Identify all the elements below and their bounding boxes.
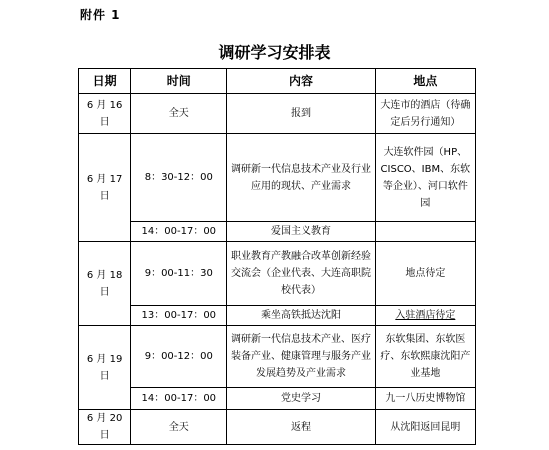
cell-place: 地点待定 xyxy=(375,242,475,306)
header-date: 日期 xyxy=(79,69,131,94)
attachment-label: 附件 1 xyxy=(80,8,121,22)
table-row xyxy=(79,306,476,326)
cell-date: 6 月 16 日 xyxy=(79,94,131,134)
table-row xyxy=(79,242,476,306)
cell-place: 东软集团、东软医疗、东软熙康沈阳产业基地 xyxy=(375,326,475,388)
cell-time: 9：00-11：30 xyxy=(131,242,227,306)
cell-date: 6 月 19 日 xyxy=(79,326,131,410)
cell-place: 大连软件园（HP、CISCO、IBM、东软等企业）、河口软件园 xyxy=(375,134,475,222)
table-row xyxy=(79,326,476,388)
header-time: 时间 xyxy=(131,69,227,94)
cell-date: 6 月 17 日 xyxy=(79,134,131,242)
header-place: 地点 xyxy=(375,69,475,94)
page-title: 调研学习安排表 xyxy=(218,43,331,62)
table-row xyxy=(79,410,476,445)
cell-time: 9：00-12：00 xyxy=(131,326,227,388)
table-row xyxy=(79,134,476,222)
cell-time: 全天 xyxy=(131,410,227,445)
cell-content: 报到 xyxy=(227,94,375,134)
header-content: 内容 xyxy=(227,69,375,94)
table-row xyxy=(79,388,476,410)
cell-content: 爱国主义教育 xyxy=(227,222,375,242)
cell-time: 14：00-17：00 xyxy=(131,222,227,242)
table-row xyxy=(79,222,476,242)
table-header-row xyxy=(79,69,476,94)
cell-place: 九一八历史博物馆 xyxy=(375,388,475,410)
cell-place: 入驻酒店待定 xyxy=(375,306,475,326)
schedule-table xyxy=(78,68,476,445)
cell-time: 13：00-17：00 xyxy=(131,306,227,326)
cell-content: 乘坐高铁抵达沈阳 xyxy=(227,306,375,326)
cell-content: 返程 xyxy=(227,410,375,445)
cell-time: 全天 xyxy=(131,94,227,134)
cell-content: 调研新一代信息技术产业及行业应用的现状、产业需求 xyxy=(227,134,375,222)
cell-content: 党史学习 xyxy=(227,388,375,410)
cell-content: 职业教育产教融合改革创新经验交流会（企业代表、大连高职院校代表） xyxy=(227,242,375,306)
table-row xyxy=(79,94,476,134)
cell-place: 大连市的酒店（待确定后另行通知） xyxy=(375,94,475,134)
cell-time: 8：30-12：00 xyxy=(131,134,227,222)
cell-time: 14：00-17：00 xyxy=(131,388,227,410)
cell-date: 6 月 18 日 xyxy=(79,242,131,326)
cell-content: 调研新一代信息技术产业、医疗装备产业、健康管理与服务产业发展趋势及产业需求 xyxy=(227,326,375,388)
cell-place: 从沈阳返回昆明 xyxy=(375,410,475,445)
cell-place xyxy=(375,222,475,242)
cell-date: 6 月 20 日 xyxy=(79,410,131,445)
